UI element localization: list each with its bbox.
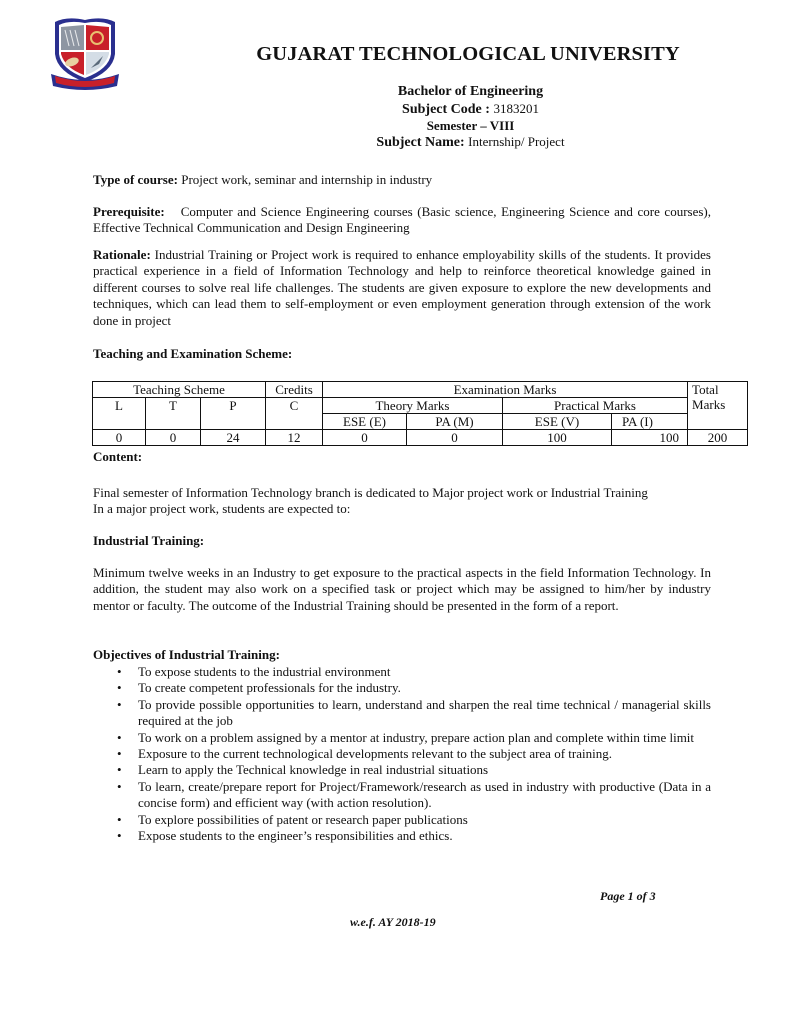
list-item: • Learn to apply the Technical knowledge in real industrial situations [117, 762, 489, 778]
list-item: • To explore possibilities of patent or research paper publications [117, 811, 468, 827]
rationale [93, 247, 711, 329]
bullet-icon: • [117, 680, 122, 696]
content-heading: Content: [93, 449, 143, 464]
th-L: L [93, 398, 146, 430]
content-line-2: In a major project work, students are expected to: [93, 501, 351, 516]
teaching-exam-scheme-table [92, 381, 748, 446]
objectives-list [93, 664, 711, 844]
rationale-label: Rationale: [93, 247, 151, 262]
course-type-text: Project work, seminar and internship in industry [177, 172, 433, 187]
th-teaching-scheme: Teaching Scheme [93, 382, 266, 398]
cell-total: 200 [688, 430, 748, 446]
th-practical-marks: Practical Marks [503, 398, 688, 414]
th-C: C [266, 398, 323, 430]
cell-ese-e: 0 [323, 430, 407, 446]
th-exam-marks: Examination Marks [323, 382, 688, 398]
th-ese-v: ESE (V) [503, 414, 612, 430]
subject-code-label: Subject Code : [402, 102, 490, 117]
prerequisite [93, 204, 711, 237]
th-total-marks: Total Marks [688, 382, 748, 430]
bullet-icon: • [117, 828, 122, 844]
th-T: T [146, 398, 201, 430]
table-row [93, 430, 748, 446]
list-item: • To work on a problem assigned by a mentor at industry, prepare action plan and complete within time limit [117, 729, 695, 745]
subject-name-line [0, 134, 791, 151]
rationale-text: Industrial Training or Project work is required to enhance employability skills of the students. It provides practical experience in a field of Information Technology and help to reinforce theoretical knowledge gained in different courses to solve real life challenges. The students are given exposure to explore the new developments and techniques, which can lead them to self-employment or even employment generation through extension of the work done in project [93, 247, 711, 328]
subject-name-label: Subject Name: [376, 135, 465, 150]
university-title: GUJARAT TECHNOLOGICAL UNIVERSITY [256, 43, 680, 65]
scheme-heading: Teaching and Examination Scheme: [93, 346, 293, 361]
th-credits: Credits [266, 382, 323, 398]
list-item: • To expose students to the industrial environment [117, 664, 391, 679]
list-item: • Exposure to the current technological developments relevant to the subject area of training. [117, 746, 612, 762]
bullet-icon: • [117, 664, 122, 679]
th-ese-e: ESE (E) [323, 414, 407, 430]
industrial-training-text: Minimum twelve weeks in an Industry to get exposure to the practical aspects in the field Information Technology. In addition, the student may also work on a specified task or project which may be assigned to him/her by industry mentor or faculty. The outcome of the Industrial Training should be presented in the form of a report. [93, 565, 711, 613]
subject-name-value: Internship/ Project [468, 134, 565, 149]
cell-P: 24 [201, 430, 266, 446]
course-type-label: Type of course: [93, 172, 178, 187]
table-row [93, 382, 748, 398]
th-P: P [201, 398, 266, 430]
page-number: Page 1 of 3 [600, 889, 656, 903]
objectives-heading: Objectives of Industrial Training: [93, 647, 280, 662]
subject-code-line [0, 101, 791, 118]
bullet-icon: • [117, 811, 122, 827]
list-item: • Expose students to the engineer’s responsibilities and ethics. [117, 828, 453, 844]
list-item: • To create competent professionals for the industry. [117, 680, 401, 696]
cell-ese-v: 100 [503, 430, 612, 446]
content-line-1: Final semester of Information Technology branch is dedicated to Major project work or Industrial Training [93, 485, 648, 500]
bullet-icon: • [117, 762, 122, 778]
th-pa-m: PA (M) [407, 414, 503, 430]
industrial-training-heading: Industrial Training: [93, 533, 205, 548]
cell-L: 0 [93, 430, 146, 446]
bullet-icon: • [117, 746, 122, 762]
table-row [93, 398, 748, 414]
cell-pa-i: 100 [612, 430, 688, 446]
bullet-icon: • [117, 778, 122, 794]
list-item: • To provide possible opportunities to learn, understand and sharpen the real time technical / managerial skills required at the job [117, 696, 711, 729]
th-pa-i: PA (I) [612, 414, 688, 430]
list-item: • To learn, create/prepare report for Project/Framework/research as used in industry with productive (Data in a concise form) and efficient way (with action resolution). [117, 778, 711, 811]
degree-title: Bachelor of Engineering [397, 84, 544, 99]
bullet-icon: • [117, 696, 122, 712]
course-type [93, 172, 711, 188]
th-theory-marks: Theory Marks [323, 398, 503, 414]
subject-code-value: 3183201 [493, 101, 539, 116]
cell-pa-m: 0 [407, 430, 503, 446]
effective-from: w.e.f. AY 2018-19 [350, 915, 436, 929]
cell-T: 0 [146, 430, 201, 446]
prerequisite-label: Prerequisite: [93, 204, 165, 219]
semester-line: Semester – VIII [426, 118, 515, 133]
bullet-icon: • [117, 729, 122, 745]
prerequisite-text: Computer and Science Engineering courses (Basic science, Engineering Science and core courses), Effective Technical Communication and Design Engineering [93, 204, 711, 236]
cell-C: 12 [266, 430, 323, 446]
